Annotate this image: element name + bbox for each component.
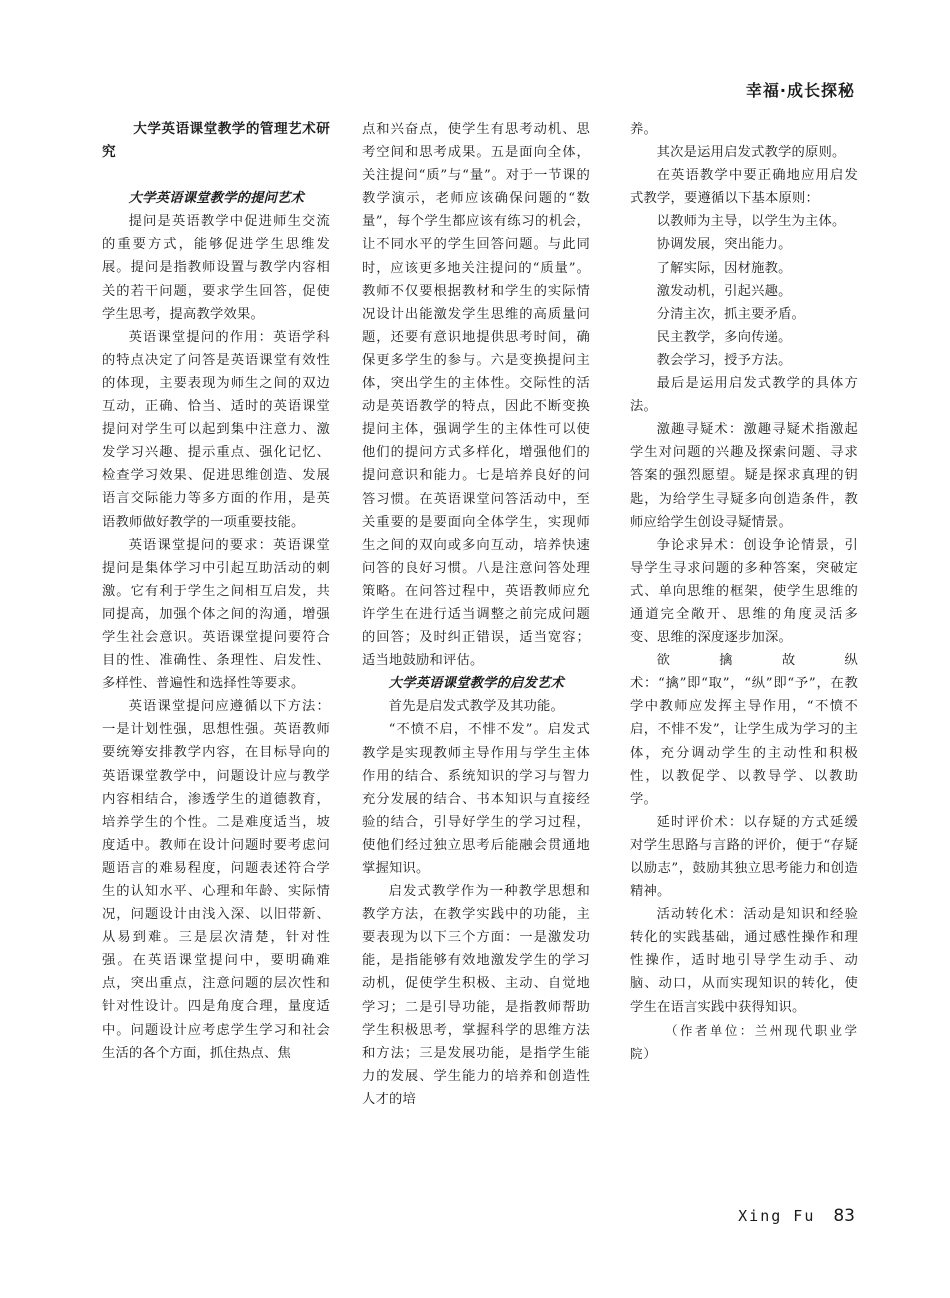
column-3	[630, 118, 858, 1065]
paragraph: 欲擒故纵术：“擒”即“取”，“纵”即“予”，在教学中教师应发挥主导作用，“不愤不启，不悱不发”，让学生成为学习的主体，充分调动学生的主动性和积极性，以教促学、以教导学、以教助学。	[630, 653, 858, 807]
magazine-name: Xing Fu	[738, 1207, 816, 1225]
paragraph: 启发式教学作为一种教学思想和教学方法，在教学实践中的功能，主要表现为以下三个方面：一是激发功能，是指能够有效地激发学生的学习动机，促使学生积极、主动、自觉地学习；二是引导功能，是指教师帮助学生积极思考，掌握科学的思维方法和方法；三是发展功能，是指学生能力的发展、学生能力的培养和创造性人才的培	[362, 884, 590, 1107]
column-2	[362, 118, 590, 1111]
paragraph: 在英语教学中要正确地应用启发式教学，要遵循以下基本原则：	[630, 168, 858, 207]
paragraph: 首先是启发式教学及其功能。	[388, 699, 565, 715]
page-footer	[738, 1205, 855, 1227]
page-number: 83	[833, 1206, 855, 1226]
paragraph: 延时评价术：以存疑的方式延缓对学生思路与言路的评价，便于“存疑以励志”，鼓励其独立思考能力和创造精神。	[630, 814, 858, 900]
section-header: 幸福·成长探秘	[745, 81, 855, 100]
paragraph: 养。	[630, 122, 657, 137]
column-1	[102, 118, 330, 1065]
paragraph: 活动转化术：活动是知识和经验转化的实践基础，通过感性操作和理性操作，适时地引导学生动手、动脑、动口，从而实现知识的转化，使学生在语言实践中获得知识。	[630, 907, 858, 1015]
paragraph: “不愤不启，不悱不发”。启发式教学是实现教师主导作用与学生主体作用的结合、系统知识的学习与智力充分发展的结合、书本知识与直接经验的结合，引导好学生的学习过程，使他们经过独立思考后能融会贯通地掌握知识。	[362, 722, 590, 876]
paragraph: 了解实际，因材施教。	[656, 260, 792, 276]
paragraph: 民主教学，多向传递。	[656, 329, 792, 345]
paragraph: 其次是运用启发式教学的原则。	[656, 145, 846, 161]
paragraph: 协调发展，突出能力。	[656, 237, 792, 253]
paragraph: 提问是英语教学中促进师生交流的重要方式，能够促进学生思维发展。提问是指教师设置与教学内容相关的若干问题，要求学生回答，促使学生思考，提高教学效果。	[102, 214, 330, 322]
paragraph: 激趣寻疑术：激趣寻疑术指激起学生对问题的兴趣及探索问题、寻求答案的强烈愿望。疑是探求真理的钥匙，为给学生寻疑多向创造条件，教师应给学生创设寻疑情景。	[630, 422, 858, 530]
author-affiliation: （作者单位：兰州现代职业学院）	[630, 1022, 858, 1061]
paragraph: 英语课堂提问的作用：英语学科的特点决定了问答是英语课堂有效性的体现，主要表现为师生之间的双边互动，正确、恰当、适时的英语课堂提问对学生可以起到集中注意力、激发学习兴趣、提示重点、强化记忆、检查学习效果、促进思维创造、发展语言交际能力等多方面的作用，是英语教师做好教学的一项重要技能。	[102, 329, 330, 530]
paragraph: 最后是运用启发式教学的具体方法。	[630, 376, 858, 415]
paragraph: 分清主次，抓主要矛盾。	[656, 306, 806, 322]
subheading-heuristic: 大学英语课堂教学的启发艺术	[388, 676, 565, 692]
subheading-questioning: 大学英语课堂教学的提问艺术	[128, 191, 305, 207]
paragraph: 以教师为主导，以学生为主体。	[656, 214, 846, 230]
paragraph: 教会学习，授予方法。	[656, 352, 792, 368]
article-title: 大学英语课堂教学的管理艺术研究	[102, 121, 330, 161]
paragraph: 激发动机，引起兴趣。	[656, 283, 792, 299]
paragraph: 英语课堂提问应遵循以下方法：一是计划性强，思想性强。英语教师要统筹安排教学内容，在目标导向的英语课堂教学中，问题设计应与教学内容相结合，渗透学生的道德教育，培养学生的个性。二是难度适当，坡度适中。教师在设计问题时要考虑问题语言的难易程度，问题表述符合学生的认知水平、心理和年龄、实际情况，问题设计由浅入深、以旧带新、从易到难。三是层次清楚，针对性强。在英语课堂提问中，要明确难点，突出重点，注意问题的层次性和针对性设计。四是角度合理，量度适中。问题设计应考虑学生学习和社会生活的各个方面，抓住热点、焦	[102, 699, 330, 1061]
paragraph: 争论求异术：创设争论情景，引导学生寻求问题的多种答案，突破定式、单向思维的框架，使学生思维的通道完全敞开、思维的角度灵活多变、思维的深度逐步加深。	[630, 537, 858, 646]
paragraph: 点和兴奋点，使学生有思考动机、思考空间和思考成果。五是面向全体，关注提问“质”与“量”。对于一节课的教学演示，老师应该确保问题的“数量”，每个学生都应该有练习的机会，让不同水平的学生回答问题。与此同时，应该更多地关注提问的“质量”。教师不仅要根据教材和学生的实际情况设计出能激发学生思维的高质量问题，还要有意识地提供思考时间，确保更多学生的参与。六是变换提问主体，突出学生的主体性。交际性的活动是英语教学的特点，因此不断变换提问主体，强调学生的主体性可以使他们的提问方式多样化，增强他们的提问意识和能力。七是培养良好的问答习惯。在英语课堂问答活动中，至关重要的是要面向全体学生，实现师生之间的双向或多向互动，培养快速问答的良好习惯。八是注意问答处理策略。在问答过程中，英语教师应允许学生在进行适当调整之前完成问题的回答；及时纠正错误，适当宽容；适当地鼓励和评估。	[362, 122, 590, 669]
paragraph: 英语课堂提问的要求：英语课堂提问是集体学习中引起互助活动的刺激。它有利于学生之间相互启发，共同提高，加强个体之间的沟通，增强学生社会意识。英语课堂提问要符合目的性、准确性、条理性、启发性、多样性、普遍性和选择性等要求。	[102, 537, 330, 692]
